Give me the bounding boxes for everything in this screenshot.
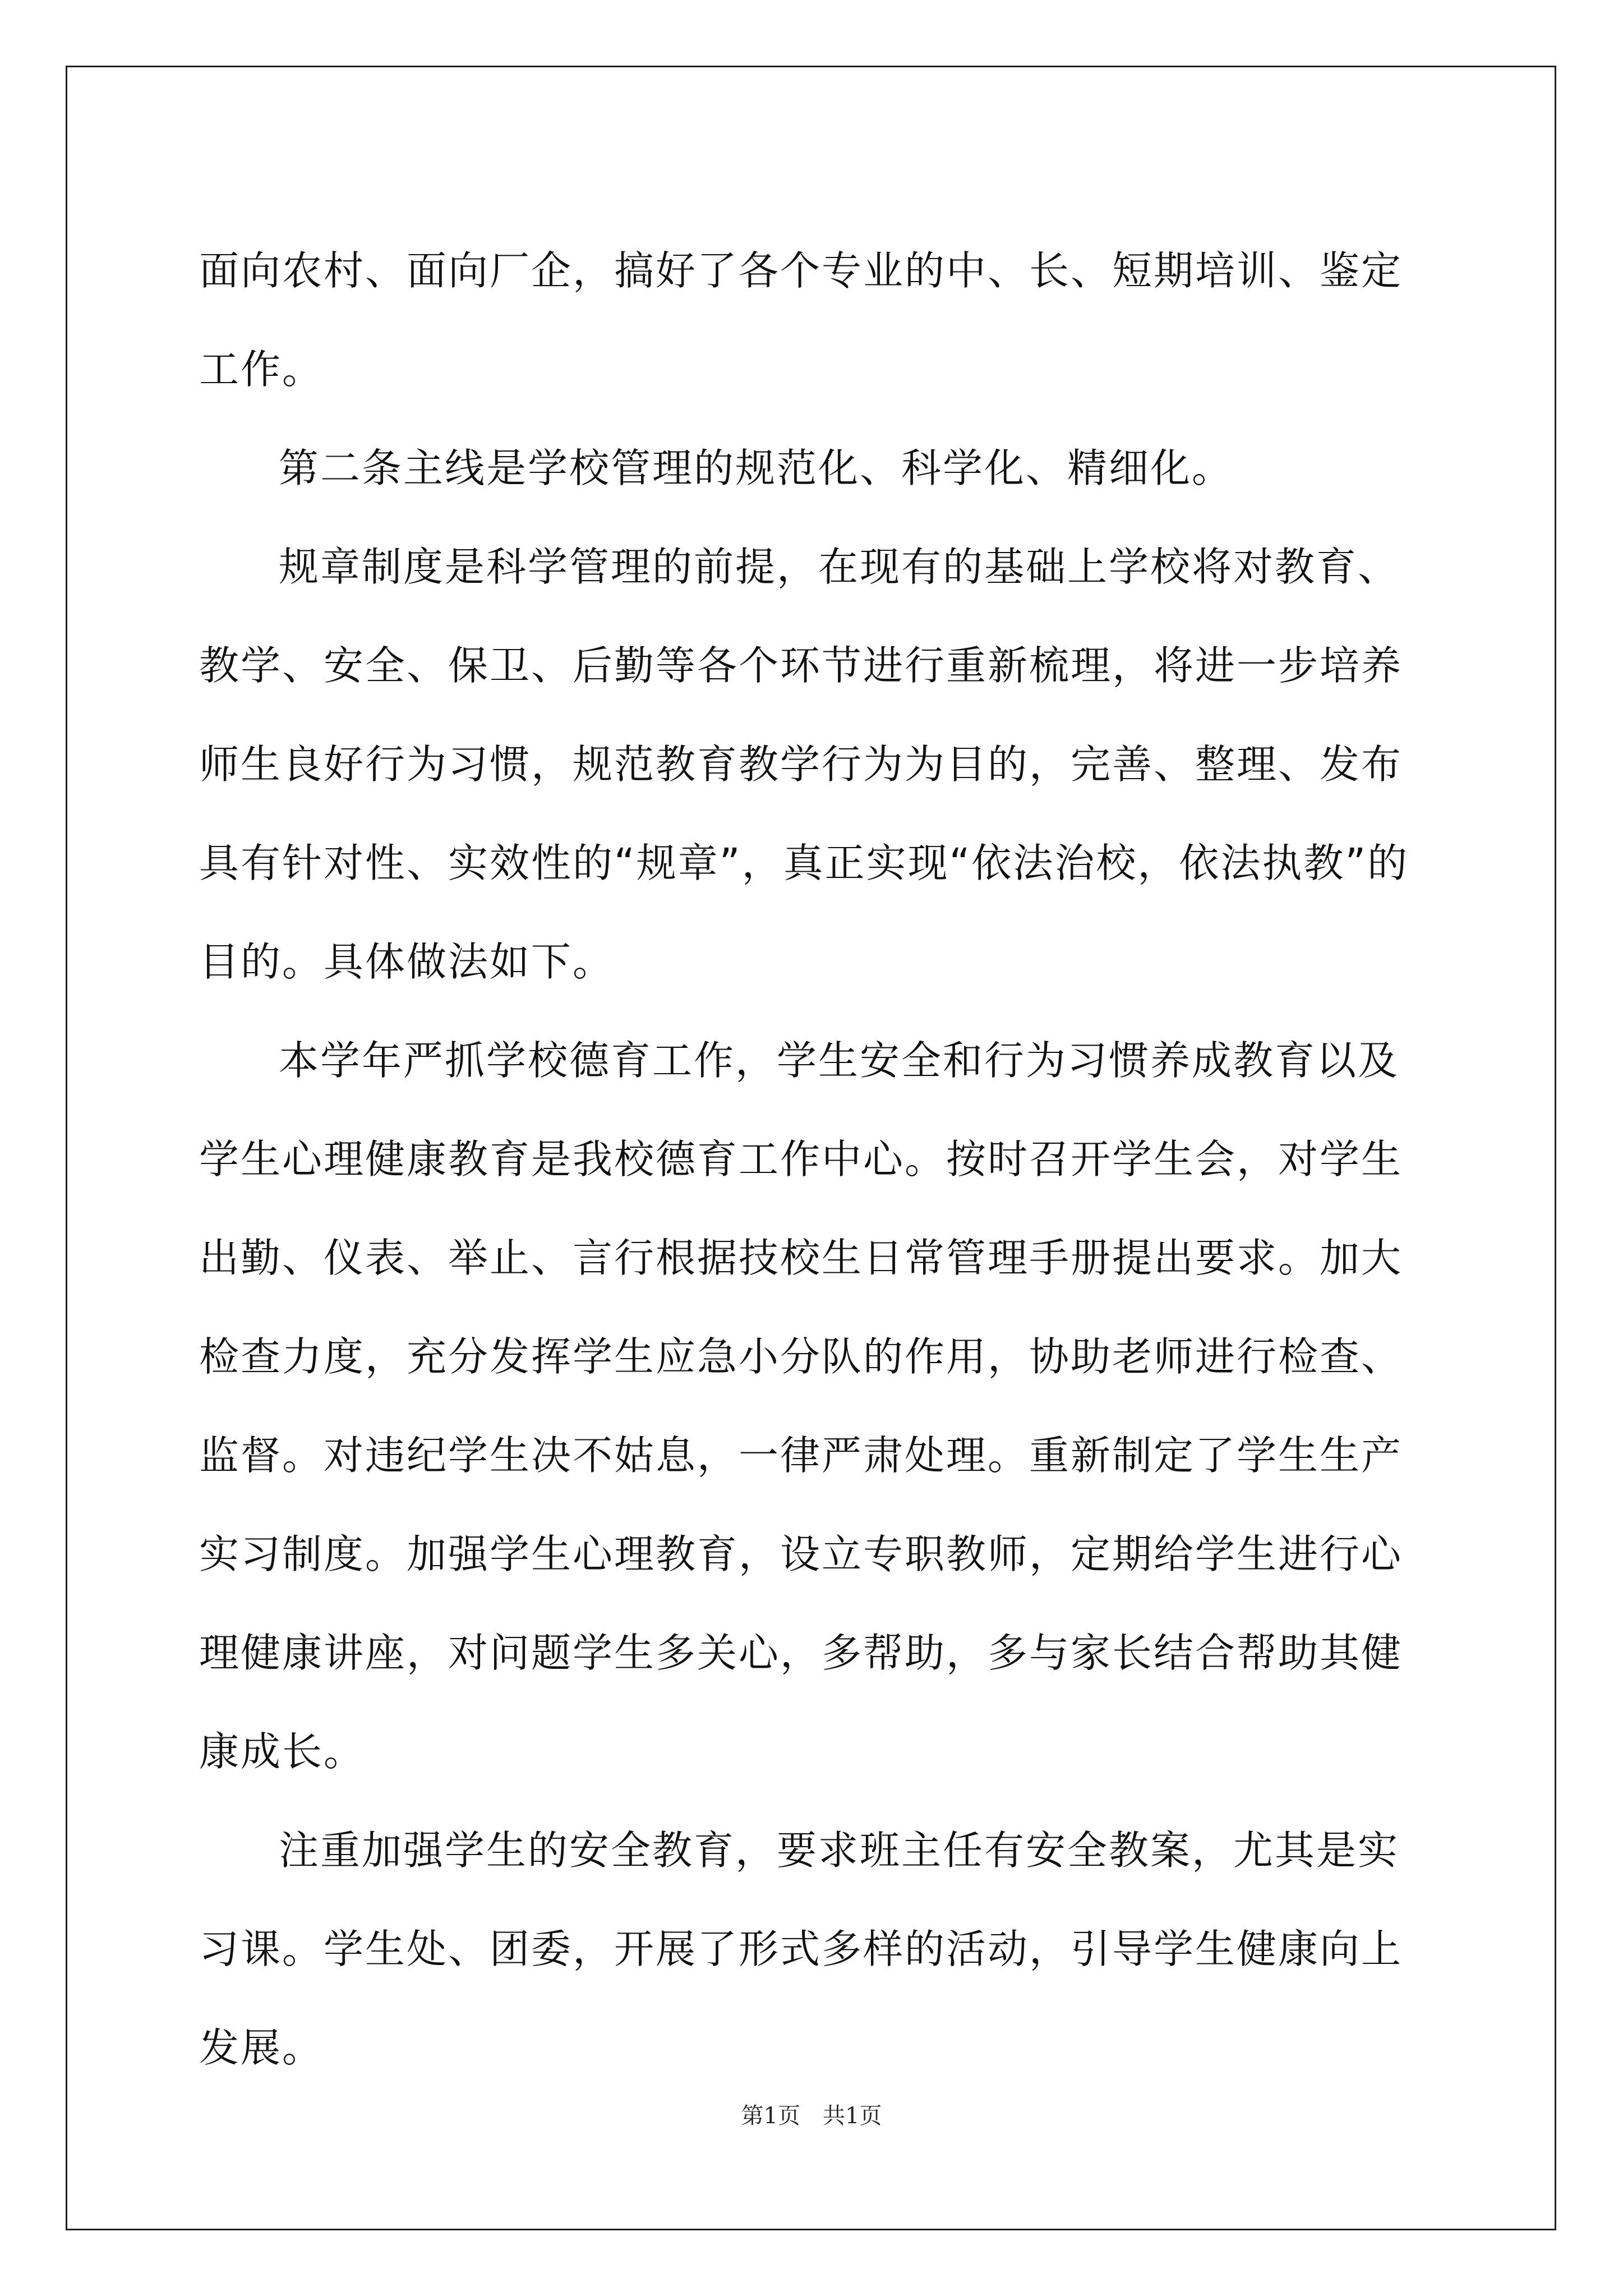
paragraph-2: 第二条主线是学校管理的规范化、科学化、精细化。 <box>279 445 1234 491</box>
paragraph-3: 规章制度是科学管理的前提，在现有的基础上学校将对教育、教学、安全、保卫、后勤等各个环节进行重新梳理，将进一步培养师生良好行为习惯，规范教育教学行为为目的，完善、整理、发布具有针对性、实效性的“规章”，真正实现“依法治校，依法执教”的目的。具体做法如下。 <box>199 544 1409 985</box>
page-footer: 第1页 共1页 <box>741 2103 882 2129</box>
paragraph-5: 注重加强学生的安全教育，要求班主任有安全教案，尤其是实习课。学生处、团委，开展了形式多样的活动，引导学生健康向上发展。 <box>199 1827 1403 2071</box>
paragraph-1: 面向农村、面向厂企，搞好了各个专业的中、长、短期培训、鉴定工作。 <box>199 247 1403 393</box>
paragraph-4: 本学年严抓学校德育工作，学生安全和行为习惯养成教育以及学生心理健康教育是我校德育工作中心。按时召开学生会，对学生出勤、仪表、举止、言行根据技校生日常管理手册提出要求。加大检查力度，充分发挥学生应急小分队的作用，协助老师进行检查、监督。对违纪学生决不姑息，一律严肃处理。重新制定了学生生产实习制度。加强学生心理教育，设立专职教师，定期给学生进行心理健康讲座，对问题学生多关心，多帮助，多与家长结合帮助其健康成长。 <box>199 1037 1403 1775</box>
document-body <box>199 222 1433 2097</box>
